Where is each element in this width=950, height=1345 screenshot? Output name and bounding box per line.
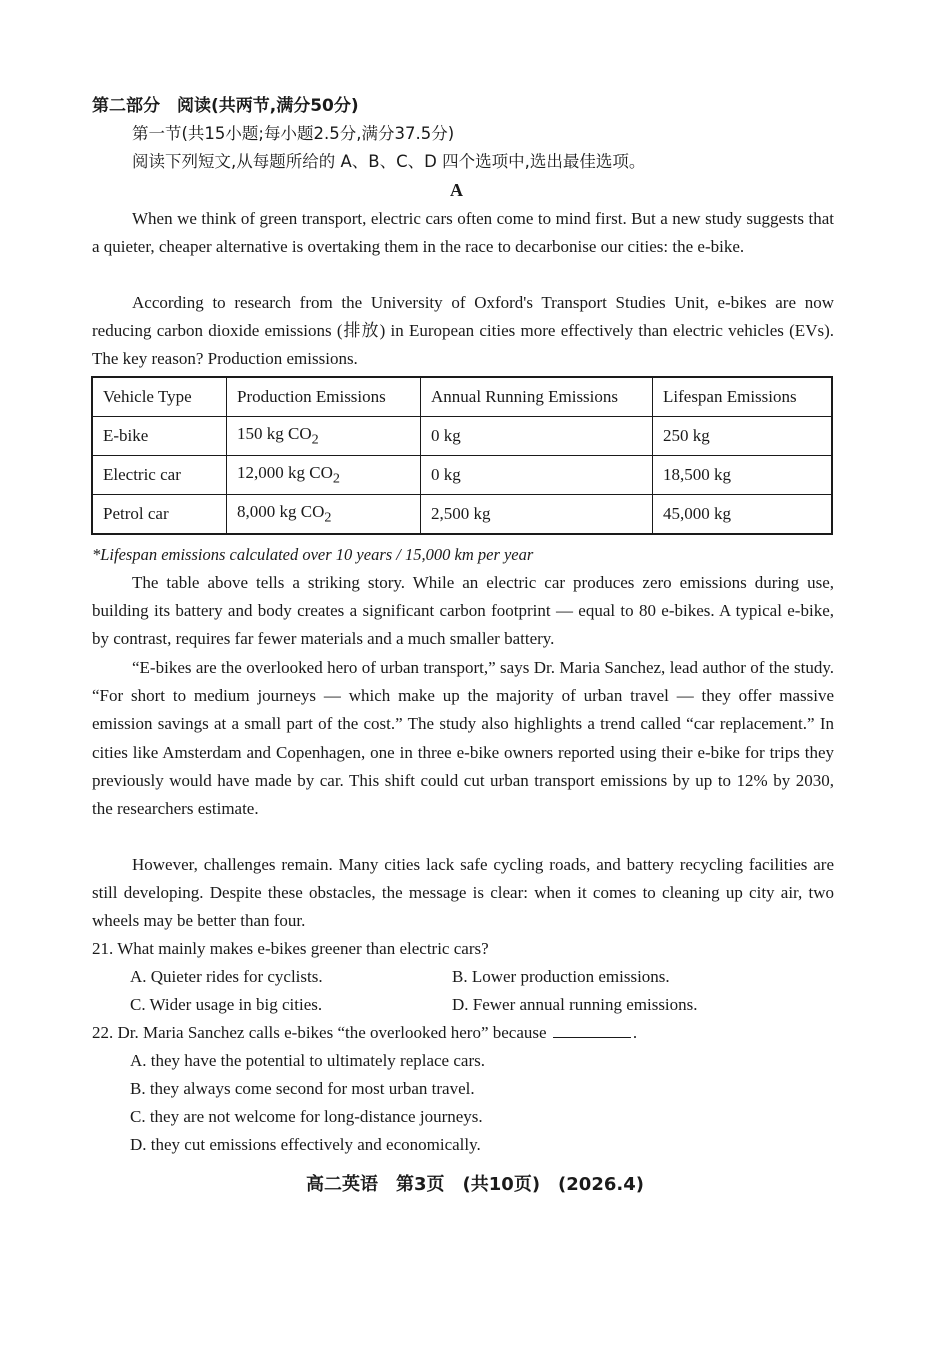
cell-value: 12,000 kg CO	[237, 462, 333, 482]
subscript: 2	[324, 509, 332, 526]
subscript: 2	[332, 470, 340, 487]
question-21-option-c[interactable]: C. Wider usage in big cities.	[130, 995, 323, 1014]
cell-value: 8,000 kg CO	[237, 501, 325, 521]
emissions-table	[91, 376, 833, 535]
table-header-cell: Production Emissions	[227, 377, 421, 417]
question-21-stem: 21. What mainly makes e-bikes greener than electric cars?	[92, 939, 489, 958]
question-22-option-c[interactable]: C. they are not welcome for long-distance journeys.	[130, 1107, 483, 1126]
subscript: 2	[311, 431, 319, 448]
paragraph-2-text: According to research from the University of Oxford's Transport Studies Unit, e-bikes are now reducing carbon dioxide emissions (排放) in European cities more effectively than electric vehicles (EVs). The key reason? Production emissions.	[92, 293, 834, 369]
question-22-option-b[interactable]: B. they always come second for most urban travel.	[130, 1079, 475, 1098]
question-21-option-d[interactable]: D. Fewer annual running emissions.	[452, 995, 698, 1014]
table-cell: 45,000 kg	[653, 495, 833, 535]
section-heading: 第一节(共15小题;每小题2.5分,满分37.5分)	[132, 124, 455, 143]
table-cell: Petrol car	[92, 495, 227, 535]
table-row	[92, 456, 832, 495]
question-22-option-d[interactable]: D. they cut emissions effectively and economically.	[130, 1135, 481, 1154]
passage-paragraph-4	[92, 654, 834, 823]
cell-value: 150 kg CO	[237, 423, 312, 443]
table-cell: 2,500 kg	[421, 495, 653, 535]
table-cell: 250 kg	[653, 417, 833, 456]
table-cell: 0 kg	[421, 456, 653, 495]
part-heading: 第二部分 阅读(共两节,满分50分)	[92, 96, 359, 116]
table-cell	[227, 417, 421, 456]
passage-paragraph-1	[92, 205, 834, 261]
instruction-text: 阅读下列短文,从每题所给的 A、B、C、D 四个选项中,选出最佳选项。	[132, 152, 646, 171]
paragraph-1-text: When we think of green transport, electric cars often come to mind first. But a new study suggests that a quieter, cheaper alternative is overtaking them in the race to decarbonise our cities: the e-bike.	[92, 209, 834, 257]
question-21-option-a[interactable]: A. Quieter rides for cyclists.	[130, 967, 323, 986]
page-footer: 高二英语 第3页 (共10页) (2026.4)	[306, 1174, 644, 1195]
question-22-end: .	[632, 1023, 638, 1042]
question-22-option-a[interactable]: A. they have the potential to ultimately replace cars.	[130, 1051, 485, 1070]
table-cell	[227, 456, 421, 495]
passage-paragraph-2	[92, 289, 834, 374]
table-cell: 18,500 kg	[653, 456, 833, 495]
table-row	[92, 495, 832, 535]
answer-blank	[553, 1020, 631, 1038]
passage-paragraph-5	[92, 851, 834, 936]
table-cell: 0 kg	[421, 417, 653, 456]
table-cell: E-bike	[92, 417, 227, 456]
table-header-cell: Annual Running Emissions	[421, 377, 653, 417]
question-22-text: 22. Dr. Maria Sanchez calls e-bikes “the overlooked hero” because	[92, 1023, 547, 1042]
table-row	[92, 417, 832, 456]
table-cell	[227, 495, 421, 535]
table-footnote: *Lifespan emissions calculated over 10 years / 15,000 km per year	[92, 545, 534, 564]
question-22-stem	[92, 1019, 637, 1047]
table-cell: Electric car	[92, 456, 227, 495]
table-header-row	[92, 377, 832, 417]
paragraph-4-text: “E-bikes are the overlooked hero of urban transport,” says Dr. Maria Sanchez, lead author of the study. “For short to medium journeys — which make up the majority of urban travel — they offer massive emission savings at a small part of the cost.” The study also highlights a trend called “car replacement.” In cities like Amsterdam and Copenhagen, one in three e-bike owners reported using their e-bike for trips they previously would have made by car. This shift could cut urban transport emissions by up to 12% by 2030, the researchers estimate.	[92, 658, 834, 819]
table-header-cell: Vehicle Type	[92, 377, 227, 417]
question-21-option-b[interactable]: B. Lower production emissions.	[452, 967, 670, 986]
table-header-cell: Lifespan Emissions	[653, 377, 833, 417]
paragraph-3-text: The table above tells a striking story. While an electric car produces zero emissions during use, building its battery and body creates a significant carbon footprint — equal to 80 e-bikes. A typical e-bike, by contrast, requires far fewer materials and a much smaller battery.	[92, 573, 834, 649]
paragraph-5-text: However, challenges remain. Many cities lack safe cycling roads, and battery recycling facilities are still developing. Despite these obstacles, the message is clear: when it comes to cleaning up city air, two wheels may be better than four.	[92, 855, 834, 931]
passage-paragraph-3	[92, 569, 834, 654]
passage-label: A	[450, 180, 463, 200]
